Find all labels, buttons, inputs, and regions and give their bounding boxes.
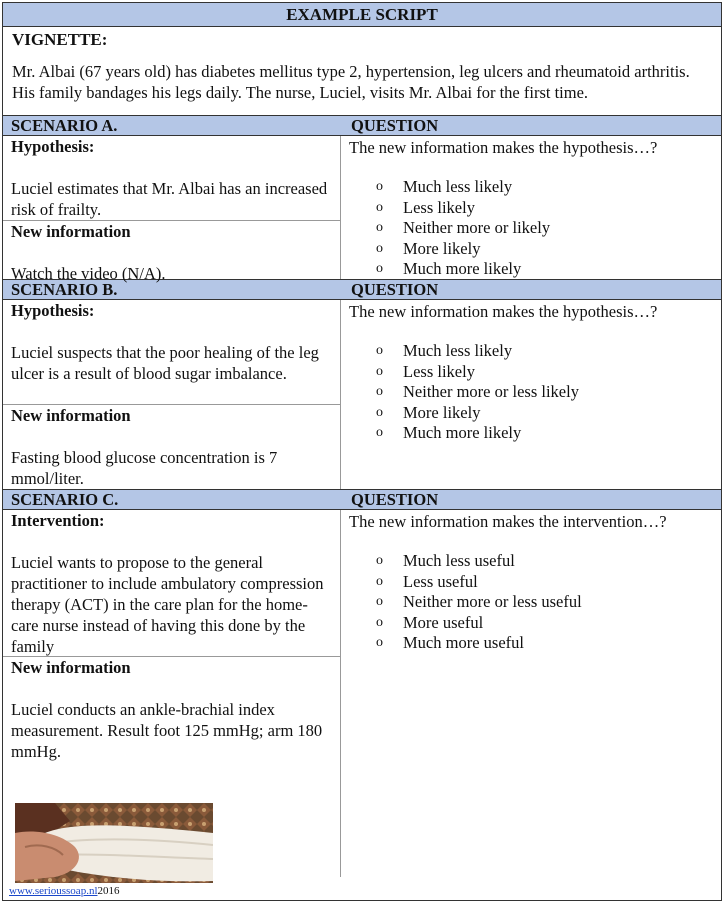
- radio-bullet-icon: o: [376, 220, 383, 236]
- answer-option[interactable]: [376, 239, 721, 260]
- scenario-c-title: SCENARIO C.: [11, 490, 119, 509]
- radio-bullet-icon: o: [376, 343, 383, 358]
- scenario-a-hypothesis: [3, 136, 340, 220]
- scenario-b-title: SCENARIO B.: [11, 280, 118, 299]
- answer-options: [349, 551, 721, 654]
- radio-bullet-icon: o: [376, 404, 383, 420]
- answer-option-label: Much less useful: [403, 551, 515, 570]
- new-information-label: New information: [11, 222, 131, 241]
- intervention-label: Intervention:: [11, 511, 105, 530]
- radio-bullet-icon: o: [376, 179, 383, 194]
- radio-bullet-icon: o: [376, 594, 383, 610]
- scenario-c-question-header: QUESTION: [351, 490, 439, 509]
- radio-bullet-icon: o: [376, 240, 383, 256]
- radio-bullet-icon: o: [376, 553, 383, 568]
- answer-option-label: Less useful: [403, 571, 478, 591]
- question-text: The new information makes the hypothesis…?: [349, 138, 658, 157]
- scenario-a-body: [3, 136, 721, 283]
- answer-option[interactable]: [376, 341, 721, 362]
- answer-option[interactable]: [376, 403, 721, 424]
- answer-option-label: Much less likely: [403, 341, 513, 360]
- new-information-text: Watch the video (N/A).: [11, 264, 166, 283]
- footer-credit: [9, 885, 120, 897]
- scenario-b-question: [341, 300, 721, 489]
- scenario-b-question-header: QUESTION: [351, 280, 439, 299]
- question-text: The new information makes the hypothesis…?: [349, 302, 658, 321]
- answer-option[interactable]: [376, 423, 721, 444]
- answer-option-label: More likely: [403, 238, 481, 258]
- answer-option[interactable]: [376, 259, 721, 280]
- example-script-table: [2, 2, 722, 901]
- answer-option[interactable]: [376, 551, 721, 572]
- answer-option[interactable]: [376, 592, 721, 613]
- scenario-c-intervention: [3, 510, 340, 656]
- answer-option[interactable]: [376, 218, 721, 239]
- vignette-text: Mr. Albai (67 years old) has diabetes mellitus type 2, hypertension, leg ulcers and rheumatoid arthritis. His family bandages his legs daily. The nurse, Luciel, visits Mr. Albai for the first time.: [12, 62, 690, 102]
- scenario-b-left: [3, 300, 341, 489]
- scenario-a-title: SCENARIO A.: [11, 116, 118, 135]
- answer-option[interactable]: [376, 633, 721, 654]
- footer-year: 2016: [97, 885, 120, 897]
- scenario-b-body: [3, 300, 721, 489]
- question-text: The new information makes the intervention…?: [349, 512, 667, 531]
- hypothesis-label: Hypothesis:: [11, 137, 95, 156]
- scenario-c-question: [341, 510, 721, 877]
- radio-bullet-icon: o: [376, 614, 383, 630]
- scenario-a-header-row: [3, 115, 721, 136]
- answer-option-label: Less likely: [403, 361, 475, 381]
- answer-options: [349, 341, 721, 444]
- answer-option-label: Much more useful: [403, 633, 524, 653]
- answer-option-label: Neither more or likely: [403, 218, 551, 238]
- scenario-b-new-information: [3, 404, 340, 493]
- scenario-b-header-row: [3, 279, 721, 300]
- answer-option-label: Neither more or less likely: [403, 382, 579, 402]
- bandaged-leg-photo: [15, 803, 213, 883]
- answer-option-label: Much more likely: [403, 423, 522, 443]
- hypothesis-label: Hypothesis:: [11, 301, 95, 320]
- answer-option[interactable]: [376, 177, 721, 198]
- answer-option[interactable]: [376, 198, 721, 219]
- scenario-a-question-header: QUESTION: [351, 116, 439, 135]
- table-title: EXAMPLE SCRIPT: [3, 3, 721, 27]
- answer-option[interactable]: [376, 572, 721, 593]
- answer-option-label: More useful: [403, 612, 484, 632]
- intervention-text: Luciel wants to propose to the general practitioner to include ambulatory compression therapy (ACT) in the care plan for the home-care nurse instead of having this done by the family: [11, 553, 324, 656]
- radio-bullet-icon: o: [376, 384, 383, 400]
- vignette-label: VIGNETTE:: [12, 30, 108, 49]
- scenario-c-new-information: [3, 656, 340, 766]
- scenario-c-header-row: [3, 489, 721, 510]
- radio-bullet-icon: o: [376, 363, 383, 379]
- answer-option-label: Much more likely: [403, 259, 522, 279]
- answer-option-label: Neither more or less useful: [403, 592, 582, 612]
- new-information-label: New information: [11, 406, 131, 425]
- radio-bullet-icon: o: [376, 199, 383, 215]
- vignette-section: [3, 27, 721, 115]
- hypothesis-text: Luciel estimates that Mr. Albai has an increased risk of frailty.: [11, 179, 328, 219]
- new-information-text: Fasting blood glucose concentration is 7 mmol/liter.: [11, 448, 278, 488]
- website-link[interactable]: www.serioussoap.nl: [9, 885, 98, 897]
- scenario-b-hypothesis: [3, 300, 340, 404]
- radio-bullet-icon: o: [376, 261, 383, 277]
- radio-bullet-icon: o: [376, 573, 383, 589]
- answer-option[interactable]: [376, 362, 721, 383]
- radio-bullet-icon: o: [376, 635, 383, 651]
- answer-option-label: Much less likely: [403, 177, 513, 196]
- scenario-a-left: [3, 136, 341, 283]
- answer-options: [349, 177, 721, 280]
- new-information-text: Luciel conducts an ankle-brachial index measurement. Result foot 125 mmHg; arm 180 mmHg.: [11, 700, 323, 761]
- hypothesis-text: Luciel suspects that the poor healing of the leg ulcer is a result of blood sugar imbalance.: [11, 343, 319, 383]
- scenario-a-question: [341, 136, 721, 279]
- answer-option-label: Less likely: [403, 197, 475, 217]
- answer-option[interactable]: [376, 382, 721, 403]
- answer-option-label: More likely: [403, 402, 481, 422]
- new-information-label: New information: [11, 658, 131, 677]
- answer-option[interactable]: [376, 613, 721, 634]
- radio-bullet-icon: o: [376, 425, 383, 441]
- scenario-a-new-information: [3, 220, 340, 288]
